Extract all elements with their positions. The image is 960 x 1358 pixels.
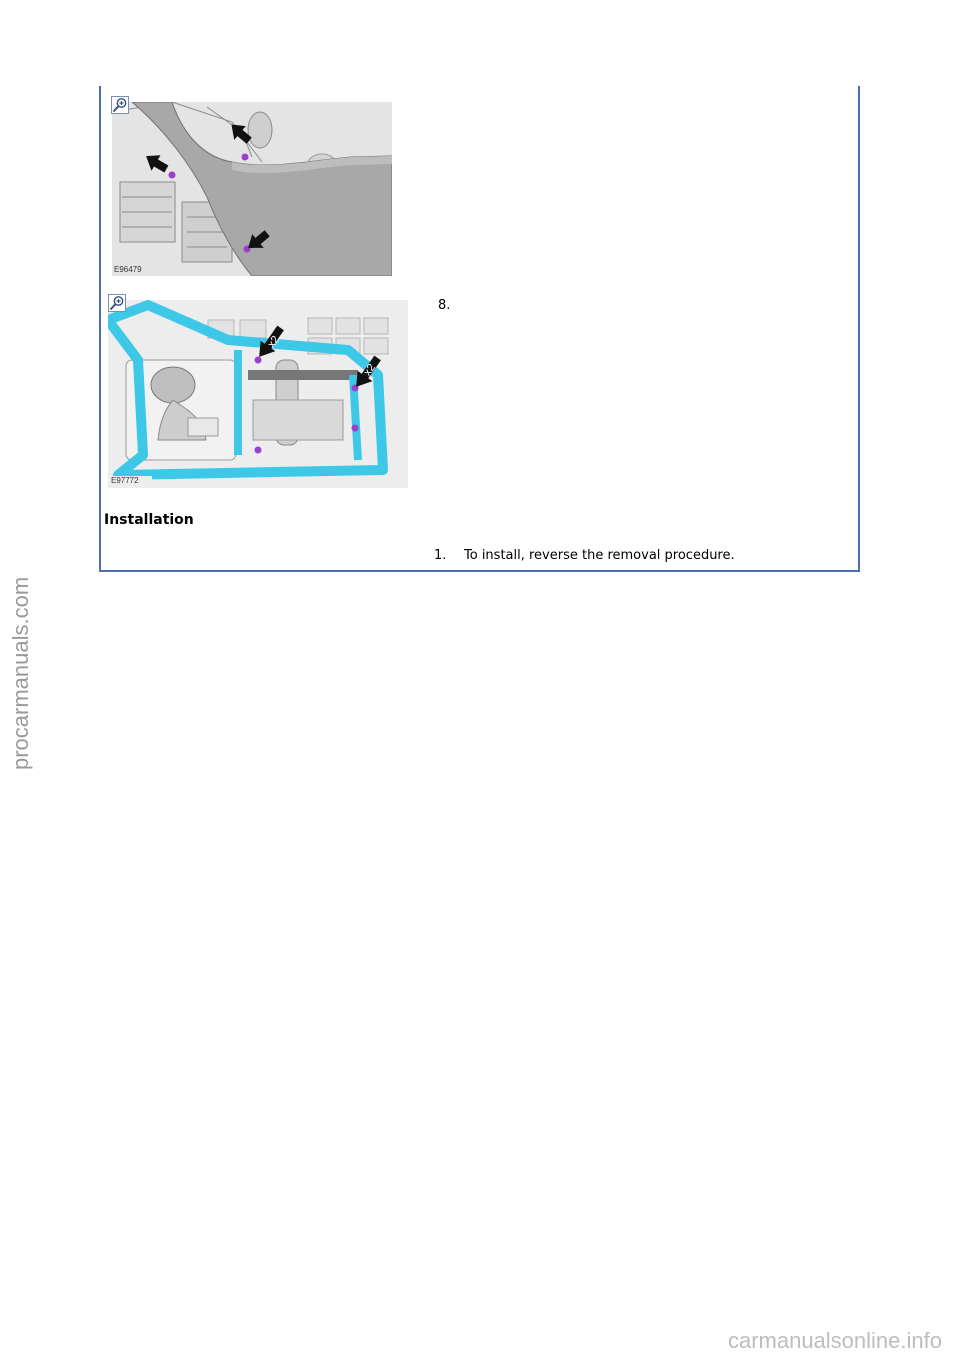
- zoom-icon[interactable]: [111, 96, 129, 114]
- step-number: 1.: [434, 548, 447, 563]
- section-heading-installation: Installation: [104, 512, 194, 528]
- bottom-watermark: carmanualsonline.info: [727, 1328, 942, 1353]
- figure-id-label: E97772: [111, 476, 139, 485]
- callout-label: x2: [361, 361, 379, 379]
- figure-gear-trim: [108, 300, 408, 488]
- figure-id-label: E96479: [114, 265, 142, 274]
- step-text: To install, reverse the removal procedure.: [464, 548, 735, 563]
- zoom-icon[interactable]: [108, 294, 126, 312]
- step-number: 8.: [438, 298, 451, 313]
- figure-console-panel: [112, 102, 392, 276]
- callout-label: x2: [265, 333, 283, 351]
- side-watermark: procarmanuals.com: [8, 576, 33, 770]
